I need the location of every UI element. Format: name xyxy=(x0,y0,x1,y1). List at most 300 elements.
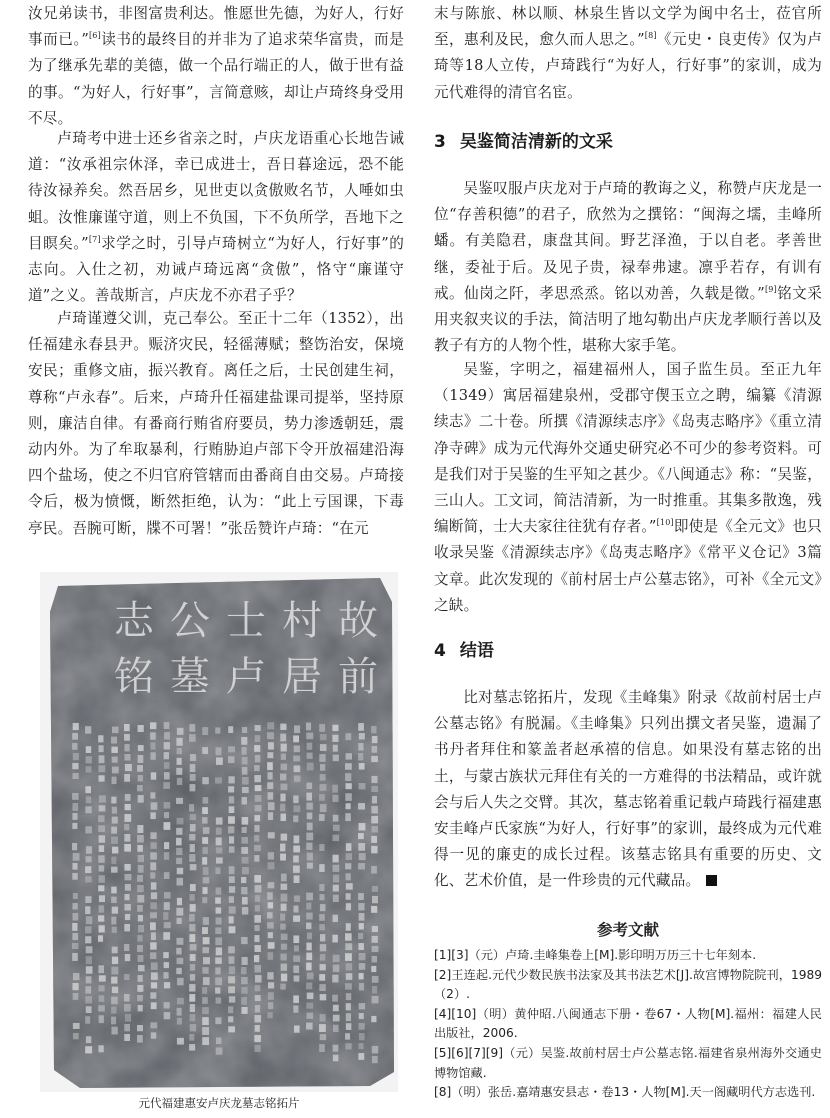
inscription-glyph-mark xyxy=(241,967,247,974)
inscription-glyph-mark xyxy=(242,827,247,833)
inscription-glyph-mark xyxy=(203,917,209,925)
references-heading: 参考文献 xyxy=(596,921,659,939)
inscription-glyph-mark xyxy=(177,778,182,785)
inscription-glyph-mark xyxy=(164,752,169,759)
inscription-glyph-mark xyxy=(137,905,143,912)
inscription-glyph-mark xyxy=(73,993,79,1000)
seal-glyph: 村 xyxy=(282,598,322,644)
inscription-glyph-mark xyxy=(359,1013,364,1019)
inscription-glyph-mark xyxy=(164,802,171,809)
inscription-glyph-mark xyxy=(125,764,132,771)
inscription-glyph-mark xyxy=(358,833,364,839)
inscription-glyph-mark xyxy=(150,812,155,819)
inscription-glyph-mark xyxy=(190,1004,195,1012)
inscription-glyph-mark xyxy=(371,756,378,762)
inscription-glyph-mark xyxy=(202,987,207,994)
inscription-glyph-mark xyxy=(346,1023,351,1030)
inscription-glyph-mark xyxy=(111,967,118,975)
inscription-glyph-mark xyxy=(293,955,300,962)
inscription-glyph-mark xyxy=(306,833,313,841)
inscription-glyph-mark xyxy=(190,964,195,971)
inscription-glyph-mark xyxy=(202,837,208,844)
inscription-glyph-mark xyxy=(228,946,235,953)
inscription-glyph-mark xyxy=(203,867,209,875)
inscription-glyph-mark xyxy=(124,814,131,822)
inscription-glyph-mark xyxy=(281,934,288,940)
inscription-glyph-mark xyxy=(150,992,156,998)
inscription-glyph-mark xyxy=(86,746,91,753)
inscription-glyph-mark xyxy=(267,922,274,928)
inscription-glyph-mark xyxy=(320,894,325,900)
inscription-glyph-mark xyxy=(306,1013,313,1019)
inscription-glyph-mark xyxy=(112,727,119,734)
inscription-glyph-mark xyxy=(320,734,327,740)
inscription-glyph-mark xyxy=(177,728,184,735)
inscription-glyph-mark xyxy=(151,1002,157,1009)
inscription-glyph-mark xyxy=(99,755,105,763)
inscription-glyph-mark xyxy=(346,843,352,851)
inscription-glyph-mark xyxy=(202,807,208,814)
inscription-glyph-mark xyxy=(111,977,117,984)
inscription-glyph-mark xyxy=(293,755,300,761)
inscription-glyph-mark xyxy=(190,774,196,781)
inscription-glyph-mark xyxy=(150,752,155,759)
inscription-glyph-mark xyxy=(72,803,78,811)
inscription-glyph-mark xyxy=(176,858,182,864)
inscription-glyph-mark xyxy=(137,1025,143,1031)
inscription-glyph-mark xyxy=(228,826,234,833)
inscription-glyph-mark xyxy=(72,813,77,820)
inscription-glyph-mark xyxy=(293,965,299,973)
inscription-glyph-mark xyxy=(137,895,144,903)
inscription-glyph-mark xyxy=(255,995,261,1001)
inscription-glyph-mark xyxy=(86,1036,91,1043)
seal-glyph: 居 xyxy=(282,654,322,700)
inscription-glyph-mark xyxy=(189,804,194,811)
inscription-glyph-mark xyxy=(280,844,285,852)
inscription-glyph-mark xyxy=(202,1037,209,1045)
inscription-glyph-mark xyxy=(189,734,196,742)
citation-10[interactable]: [10] xyxy=(656,518,674,528)
inscription-glyph-mark xyxy=(164,922,171,928)
inscription-glyph-mark xyxy=(371,776,377,783)
inscription-glyph-mark xyxy=(98,885,104,891)
inscription-glyph-mark xyxy=(85,1046,92,1053)
inscription-glyph-mark xyxy=(228,1016,233,1022)
inscription-glyph-mark xyxy=(333,965,339,972)
inscription-glyph-mark xyxy=(280,854,286,861)
inscription-glyph-mark xyxy=(150,732,156,739)
inscription-glyph-mark xyxy=(242,957,248,965)
inscription-glyph-mark xyxy=(112,907,118,914)
inscription-glyph-mark xyxy=(371,816,378,824)
inscription-glyph-mark xyxy=(371,836,377,843)
inscription-glyph-mark xyxy=(346,973,352,980)
inscription-glyph-mark xyxy=(332,735,338,742)
paragraph-p3: 卢琦谨遵父训，克己奉公。至正十二年（1352），出任福建永春县尹。赈济灾民，轻徭薄赋；整饬治安，保境安民；重修文庙，振兴教育。离任之后，士民创建生祠，尊称“卢永春”。后来，卢琦升任福建盐课司提举，坚持原则，廉洁自律。有番商行贿省府要员，势力渗透朝廷，震动内外。为了牟取暴利，行贿胁迫卢部下令开放福建沿海四个盐场，使之不归官府管辖而由番商自由交易。卢琦接令后，极为愤慨，断然拒绝，认为：“此上亏国课，下毒亭民。吾腕可断，牒不可署！”张岳赞许卢琦：“在元 xyxy=(28,310,404,537)
inscription-glyph-mark xyxy=(189,914,195,921)
inscription-glyph-mark xyxy=(241,737,247,745)
inscription-glyph-mark xyxy=(228,776,234,783)
inscription-glyph-mark xyxy=(254,945,260,952)
inscription-glyph-mark xyxy=(228,1026,235,1032)
inscription-glyph-mark xyxy=(138,955,144,962)
inscription-glyph-mark xyxy=(137,835,144,842)
inscription-glyph-mark xyxy=(163,952,169,958)
tombstone-rubbing-image xyxy=(40,572,398,1092)
inscription-glyph-mark xyxy=(99,745,104,752)
citation-8[interactable]: [8] xyxy=(644,31,657,41)
inscription-glyph-mark xyxy=(294,945,299,951)
inscription-glyph-mark xyxy=(306,983,312,990)
inscription-glyph-mark xyxy=(346,853,352,860)
inscription-glyph-mark xyxy=(332,975,338,983)
inscription-glyph-mark xyxy=(371,966,376,972)
inscription-glyph-mark xyxy=(333,1015,340,1022)
inscription-glyph-mark xyxy=(125,1014,131,1022)
inscription-glyph-mark xyxy=(190,1024,196,1031)
inscription-glyph-mark xyxy=(307,863,313,869)
inscription-glyph-mark xyxy=(163,782,170,789)
inscription-glyph-mark xyxy=(333,745,338,752)
inscription-glyph-mark xyxy=(85,926,91,933)
inscription-glyph-mark xyxy=(281,834,287,841)
inscription-glyph-mark xyxy=(294,1025,300,1032)
inscription-glyph-mark xyxy=(125,914,130,920)
inscription-glyph-mark xyxy=(255,805,262,811)
inscription-glyph-mark xyxy=(280,724,286,730)
inscription-glyph-mark xyxy=(215,897,221,903)
inscription-glyph-mark xyxy=(215,727,220,733)
inscription-glyph-mark xyxy=(98,855,104,863)
citation-7[interactable]: [7] xyxy=(88,234,101,244)
inscription-glyph-mark xyxy=(216,837,222,845)
inscription-glyph-mark xyxy=(216,817,223,824)
inscription-glyph-mark xyxy=(280,914,285,921)
inscription-glyph-mark xyxy=(112,767,119,774)
inscription-glyph-mark xyxy=(112,987,118,993)
inscription-glyph-mark xyxy=(85,806,91,813)
reference-item: [4][10]（明）黄仲昭.八闽通志下册・卷67・人物[M].福州：福建人民出版社，2006. xyxy=(434,1006,822,1041)
seal-glyph: 卢 xyxy=(226,654,266,700)
inscription-glyph-mark xyxy=(112,817,118,824)
inscription-glyph-mark xyxy=(306,793,312,801)
inscription-glyph-mark xyxy=(319,1044,325,1052)
inscription-glyph-mark xyxy=(241,887,247,894)
inscription-glyph-mark xyxy=(203,797,209,803)
inscription-glyph-mark xyxy=(124,724,130,731)
inscription-glyph-mark xyxy=(280,794,285,802)
inscription-glyph-mark xyxy=(164,742,170,749)
paragraph-p6: 吴鉴，字明之，福建福州人，国子监生员。至正九年（1349）寓居福建泉州，受郡守偰玉立之聘，编纂《清源续志》二十卷。所撰《清源续志序》《岛夷志略序》《重立清净寺碑》成为元代海外交通史研究必不可少的参考资料。可是我们对于吴鉴的生平知之甚少。《八闽通志》称：“吴鉴，三山人。工文词，简洁清新，为一时推重。其集多散逸，残编断简，士大夫家往往犹有存者。”[10]即使是《全元文》也只收录吴鉴《清源续志序》《岛夷志略序》《常平义仓记》3篇文章。此次发现的《前村居士卢公墓志铭》，可补《全元文》之缺。 xyxy=(434,361,822,614)
inscription-glyph-mark xyxy=(150,902,157,909)
inscription-glyph-mark xyxy=(190,844,195,852)
inscription-glyph-mark xyxy=(216,847,222,853)
inscription-glyph-mark xyxy=(255,1025,260,1032)
inscription-glyph-mark xyxy=(85,866,91,873)
inscription-glyph-mark xyxy=(255,905,260,911)
inscription-glyph-mark xyxy=(216,827,222,834)
seal-glyph: 前 xyxy=(338,654,378,700)
inscription-glyph-mark xyxy=(241,997,247,1005)
inscription-glyph-mark xyxy=(150,1022,157,1028)
inscription-glyph-mark xyxy=(358,1053,364,1060)
reference-item: [2]王连起.元代少数民族书法家及其书法艺术[J].故宫博物院院刊，1989（2）. xyxy=(434,967,822,1002)
inscription-glyph-mark xyxy=(124,754,130,761)
inscription-glyph-mark xyxy=(86,966,93,973)
inscription-glyph-mark xyxy=(254,915,261,923)
inscription-glyph-mark xyxy=(333,915,338,922)
inscription-glyph-mark xyxy=(138,915,143,921)
citation-9[interactable]: [9] xyxy=(764,284,777,294)
inscription-glyph-mark xyxy=(242,897,248,905)
paragraph-p2: 卢琦考中进士还乡省亲之时，卢庆龙语重心长地告诫道：“汝承祖宗休泽，幸已成进士，吾日暮途远，恐不能待汝禄养矣。然吾居乡，见世吏以贪傲败名节，人唾如虫蛆。汝惟廉谨守道，则上不负国，下不负所学，吾地下之目瞑矣。”[7]求学之时，引导卢琦树立“为好人，行好事”的志向。入仕之初，劝诫卢琦远离“贪傲”，恪守“廉谨守道”之义。善哉斯言，卢庆龙不亦君子乎？ xyxy=(28,130,404,305)
inscription-glyph-mark xyxy=(203,827,210,834)
inscription-glyph-mark xyxy=(137,1035,143,1043)
inscription-glyph-mark xyxy=(150,872,155,878)
inscription-glyph-mark xyxy=(202,1027,209,1035)
inscription-glyph-mark xyxy=(99,795,106,802)
inscription-glyph-mark xyxy=(320,744,327,751)
inscription-glyph-mark xyxy=(254,965,261,972)
inscription-glyph-mark xyxy=(254,875,261,883)
inscription-glyph-mark xyxy=(190,814,196,820)
inscription-glyph-mark xyxy=(111,1027,117,1035)
inscription-glyph-mark xyxy=(358,893,364,900)
inscription-glyph-mark xyxy=(268,832,275,838)
inscription-glyph-mark xyxy=(306,1003,313,1009)
inscription-glyph-mark xyxy=(320,804,327,812)
inscription-glyph-mark xyxy=(372,746,378,753)
inscription-glyph-mark xyxy=(267,762,273,770)
inscription-glyph-mark xyxy=(189,1044,195,1051)
inscription-glyph-mark xyxy=(319,754,325,762)
inscription-glyph-mark xyxy=(124,844,131,852)
inscription-glyph-mark xyxy=(216,1037,221,1044)
inscription-glyph-mark xyxy=(203,937,210,944)
inscription-glyph-mark xyxy=(345,983,352,989)
inscription-glyph-mark xyxy=(216,857,223,863)
inscription-glyph-mark xyxy=(138,795,144,803)
inscription-glyph-mark xyxy=(176,848,182,855)
inscription-glyph-mark xyxy=(306,913,313,920)
inscription-glyph-mark xyxy=(138,755,144,763)
inscription-glyph-mark xyxy=(242,797,247,804)
inscription-glyph-mark xyxy=(345,773,351,781)
inscription-glyph-mark xyxy=(320,1014,326,1021)
inscription-glyph-mark xyxy=(124,974,129,980)
inscription-glyph-mark xyxy=(215,937,222,945)
inscription-glyph-mark xyxy=(319,884,324,891)
inscription-glyph-mark xyxy=(359,913,365,921)
inscription-glyph-mark xyxy=(190,904,196,912)
inscription-glyph-mark xyxy=(190,754,196,761)
inscription-glyph-mark xyxy=(307,973,314,980)
inscription-glyph-mark xyxy=(254,935,259,942)
inscription-glyph-mark xyxy=(372,796,377,804)
inscription-glyph-mark xyxy=(320,964,326,970)
inscription-glyph-mark xyxy=(150,792,155,798)
inscription-glyph-mark xyxy=(241,937,247,944)
inscription-glyph-mark xyxy=(306,723,311,731)
inscription-glyph-mark xyxy=(150,842,156,849)
inscription-glyph-mark xyxy=(190,784,196,791)
inscription-glyph-mark xyxy=(319,974,325,981)
inscription-glyph-mark xyxy=(111,827,117,834)
inscription-glyph-mark xyxy=(229,996,235,1002)
inscription-glyph-mark xyxy=(164,842,169,849)
inscription-glyph-mark xyxy=(268,952,274,960)
seal-glyph: 故 xyxy=(338,598,378,644)
inscription-glyph-mark xyxy=(268,1002,273,1009)
inscription-glyph-mark xyxy=(307,933,312,940)
inscription-glyph-mark xyxy=(280,784,287,791)
inscription-glyph-mark xyxy=(124,864,130,871)
inscription-glyph-mark xyxy=(111,897,117,903)
inscription-glyph-mark xyxy=(294,835,300,843)
inscription-glyph-mark xyxy=(320,944,326,951)
inscription-glyph-mark xyxy=(293,905,298,912)
inscription-glyph-mark xyxy=(124,774,130,782)
inscription-glyph-mark xyxy=(164,902,170,910)
inscription-glyph-mark xyxy=(333,875,339,883)
inscription-glyph-mark xyxy=(267,1012,272,1018)
inscription-glyph-mark xyxy=(372,1056,378,1063)
inscription-glyph-mark xyxy=(281,764,287,771)
inscription-glyph-mark xyxy=(99,985,105,991)
citation-6[interactable]: [6] xyxy=(88,31,101,41)
inscription-glyph-mark xyxy=(138,865,144,873)
rubbing-figure xyxy=(40,572,398,1092)
inscription-glyph-mark xyxy=(345,733,351,740)
inscription-glyph-mark xyxy=(268,852,274,859)
inscription-glyph-mark xyxy=(164,732,170,739)
inscription-glyph-mark xyxy=(203,957,210,964)
inscription-glyph-mark xyxy=(124,1004,131,1012)
inscription-glyph-mark xyxy=(255,755,261,762)
inscription-glyph-mark xyxy=(267,892,273,900)
inscription-glyph-mark xyxy=(293,935,299,943)
inscription-glyph-mark xyxy=(177,1018,182,1025)
inscription-glyph-mark xyxy=(72,773,78,779)
inscription-glyph-mark xyxy=(111,867,118,873)
inscription-glyph-mark xyxy=(98,735,103,742)
inscription-glyph-mark xyxy=(332,935,337,943)
inscription-glyph-mark xyxy=(281,904,287,911)
inscription-glyph-mark xyxy=(319,814,325,821)
inscription-glyph-mark xyxy=(150,922,156,930)
inscription-glyph-mark xyxy=(176,768,182,775)
inscription-glyph-mark xyxy=(150,742,155,749)
inscription-glyph-mark xyxy=(228,786,234,792)
inscription-glyph-mark xyxy=(215,1017,221,1024)
inscription-glyph-mark xyxy=(281,894,288,902)
inscription-glyph-mark xyxy=(112,957,118,964)
inscription-glyph-mark xyxy=(255,725,261,731)
section-4-heading: 4 结语 xyxy=(434,641,494,661)
inscription-glyph-mark xyxy=(242,747,247,755)
inscription-glyph-mark xyxy=(151,972,158,980)
inscription-glyph-mark xyxy=(241,837,248,844)
inscription-glyph-mark xyxy=(98,875,104,882)
inscription-glyph-mark xyxy=(372,946,379,952)
inscription-glyph-mark xyxy=(150,912,157,918)
inscription-glyph-mark xyxy=(332,995,338,1002)
inscription-glyph-mark xyxy=(176,798,183,804)
inscription-glyph-mark xyxy=(320,934,325,941)
inscription-glyph-mark xyxy=(138,975,143,982)
inscription-glyph-mark xyxy=(202,1007,209,1014)
inscription-glyph-mark xyxy=(255,785,262,791)
inscription-glyph-mark xyxy=(176,968,182,974)
inscription-glyph-mark xyxy=(346,1013,351,1021)
inscription-glyph-mark xyxy=(202,777,209,784)
inscription-glyph-mark xyxy=(72,983,78,990)
inscription-glyph-mark xyxy=(137,945,143,952)
inscription-glyph-mark xyxy=(293,1005,298,1012)
inscription-glyph-mark xyxy=(85,876,91,882)
inscription-glyph-mark xyxy=(359,963,365,970)
inscription-glyph-mark xyxy=(306,733,313,740)
inscription-glyph-mark xyxy=(85,786,91,793)
inscription-glyph-mark xyxy=(111,747,117,753)
inscription-glyph-mark xyxy=(294,765,301,772)
inscription-glyph-mark xyxy=(72,923,77,931)
inscription-glyph-mark xyxy=(202,857,207,864)
inscription-glyph-mark xyxy=(229,866,235,874)
seal-glyph: 士 xyxy=(226,598,266,644)
inscription-glyph-mark xyxy=(151,802,158,809)
inscription-glyph-mark xyxy=(306,923,311,930)
inscription-glyph-mark xyxy=(85,996,92,1003)
inscription-glyph-mark xyxy=(86,976,92,983)
inscription-glyph-mark xyxy=(293,915,300,921)
inscription-glyph-mark xyxy=(268,862,275,869)
inscription-glyph-mark xyxy=(281,814,287,821)
inscription-glyph-mark xyxy=(177,918,182,924)
inscription-glyph-mark xyxy=(255,985,261,991)
inscription-glyph-mark xyxy=(293,795,298,803)
inscription-glyph-mark xyxy=(319,914,325,921)
inscription-glyph-mark xyxy=(267,972,273,979)
inscription-glyph-mark xyxy=(255,895,260,902)
inscription-glyph-mark xyxy=(137,995,143,1001)
inscription-glyph-mark xyxy=(241,847,248,854)
inscription-glyph-mark xyxy=(307,813,313,820)
inscription-glyph-mark xyxy=(307,823,313,831)
inscription-glyph-mark xyxy=(359,853,366,860)
inscription-glyph-mark xyxy=(73,853,80,861)
inscription-glyph-mark xyxy=(229,836,234,843)
inscription-glyph-mark xyxy=(372,886,378,892)
inscription-glyph-mark xyxy=(215,987,220,993)
inscription-glyph-mark xyxy=(177,748,182,754)
inscription-glyph-mark xyxy=(372,996,379,1003)
inscription-glyph-mark xyxy=(124,1024,130,1031)
inscription-glyph-mark xyxy=(72,793,79,800)
inscription-glyph-mark xyxy=(229,926,236,933)
inscription-glyph-mark xyxy=(99,995,105,1002)
inscription-glyph-mark xyxy=(72,873,77,880)
inscription-glyph-mark xyxy=(242,777,249,785)
inscription-glyph-mark xyxy=(255,885,262,893)
inscription-glyph-mark xyxy=(112,757,118,763)
inscription-glyph-mark xyxy=(268,902,273,908)
inscription-glyph-mark xyxy=(177,1008,182,1016)
inscription-glyph-mark xyxy=(372,736,378,743)
inscription-glyph-mark xyxy=(229,876,235,883)
inscription-glyph-mark xyxy=(137,985,143,992)
